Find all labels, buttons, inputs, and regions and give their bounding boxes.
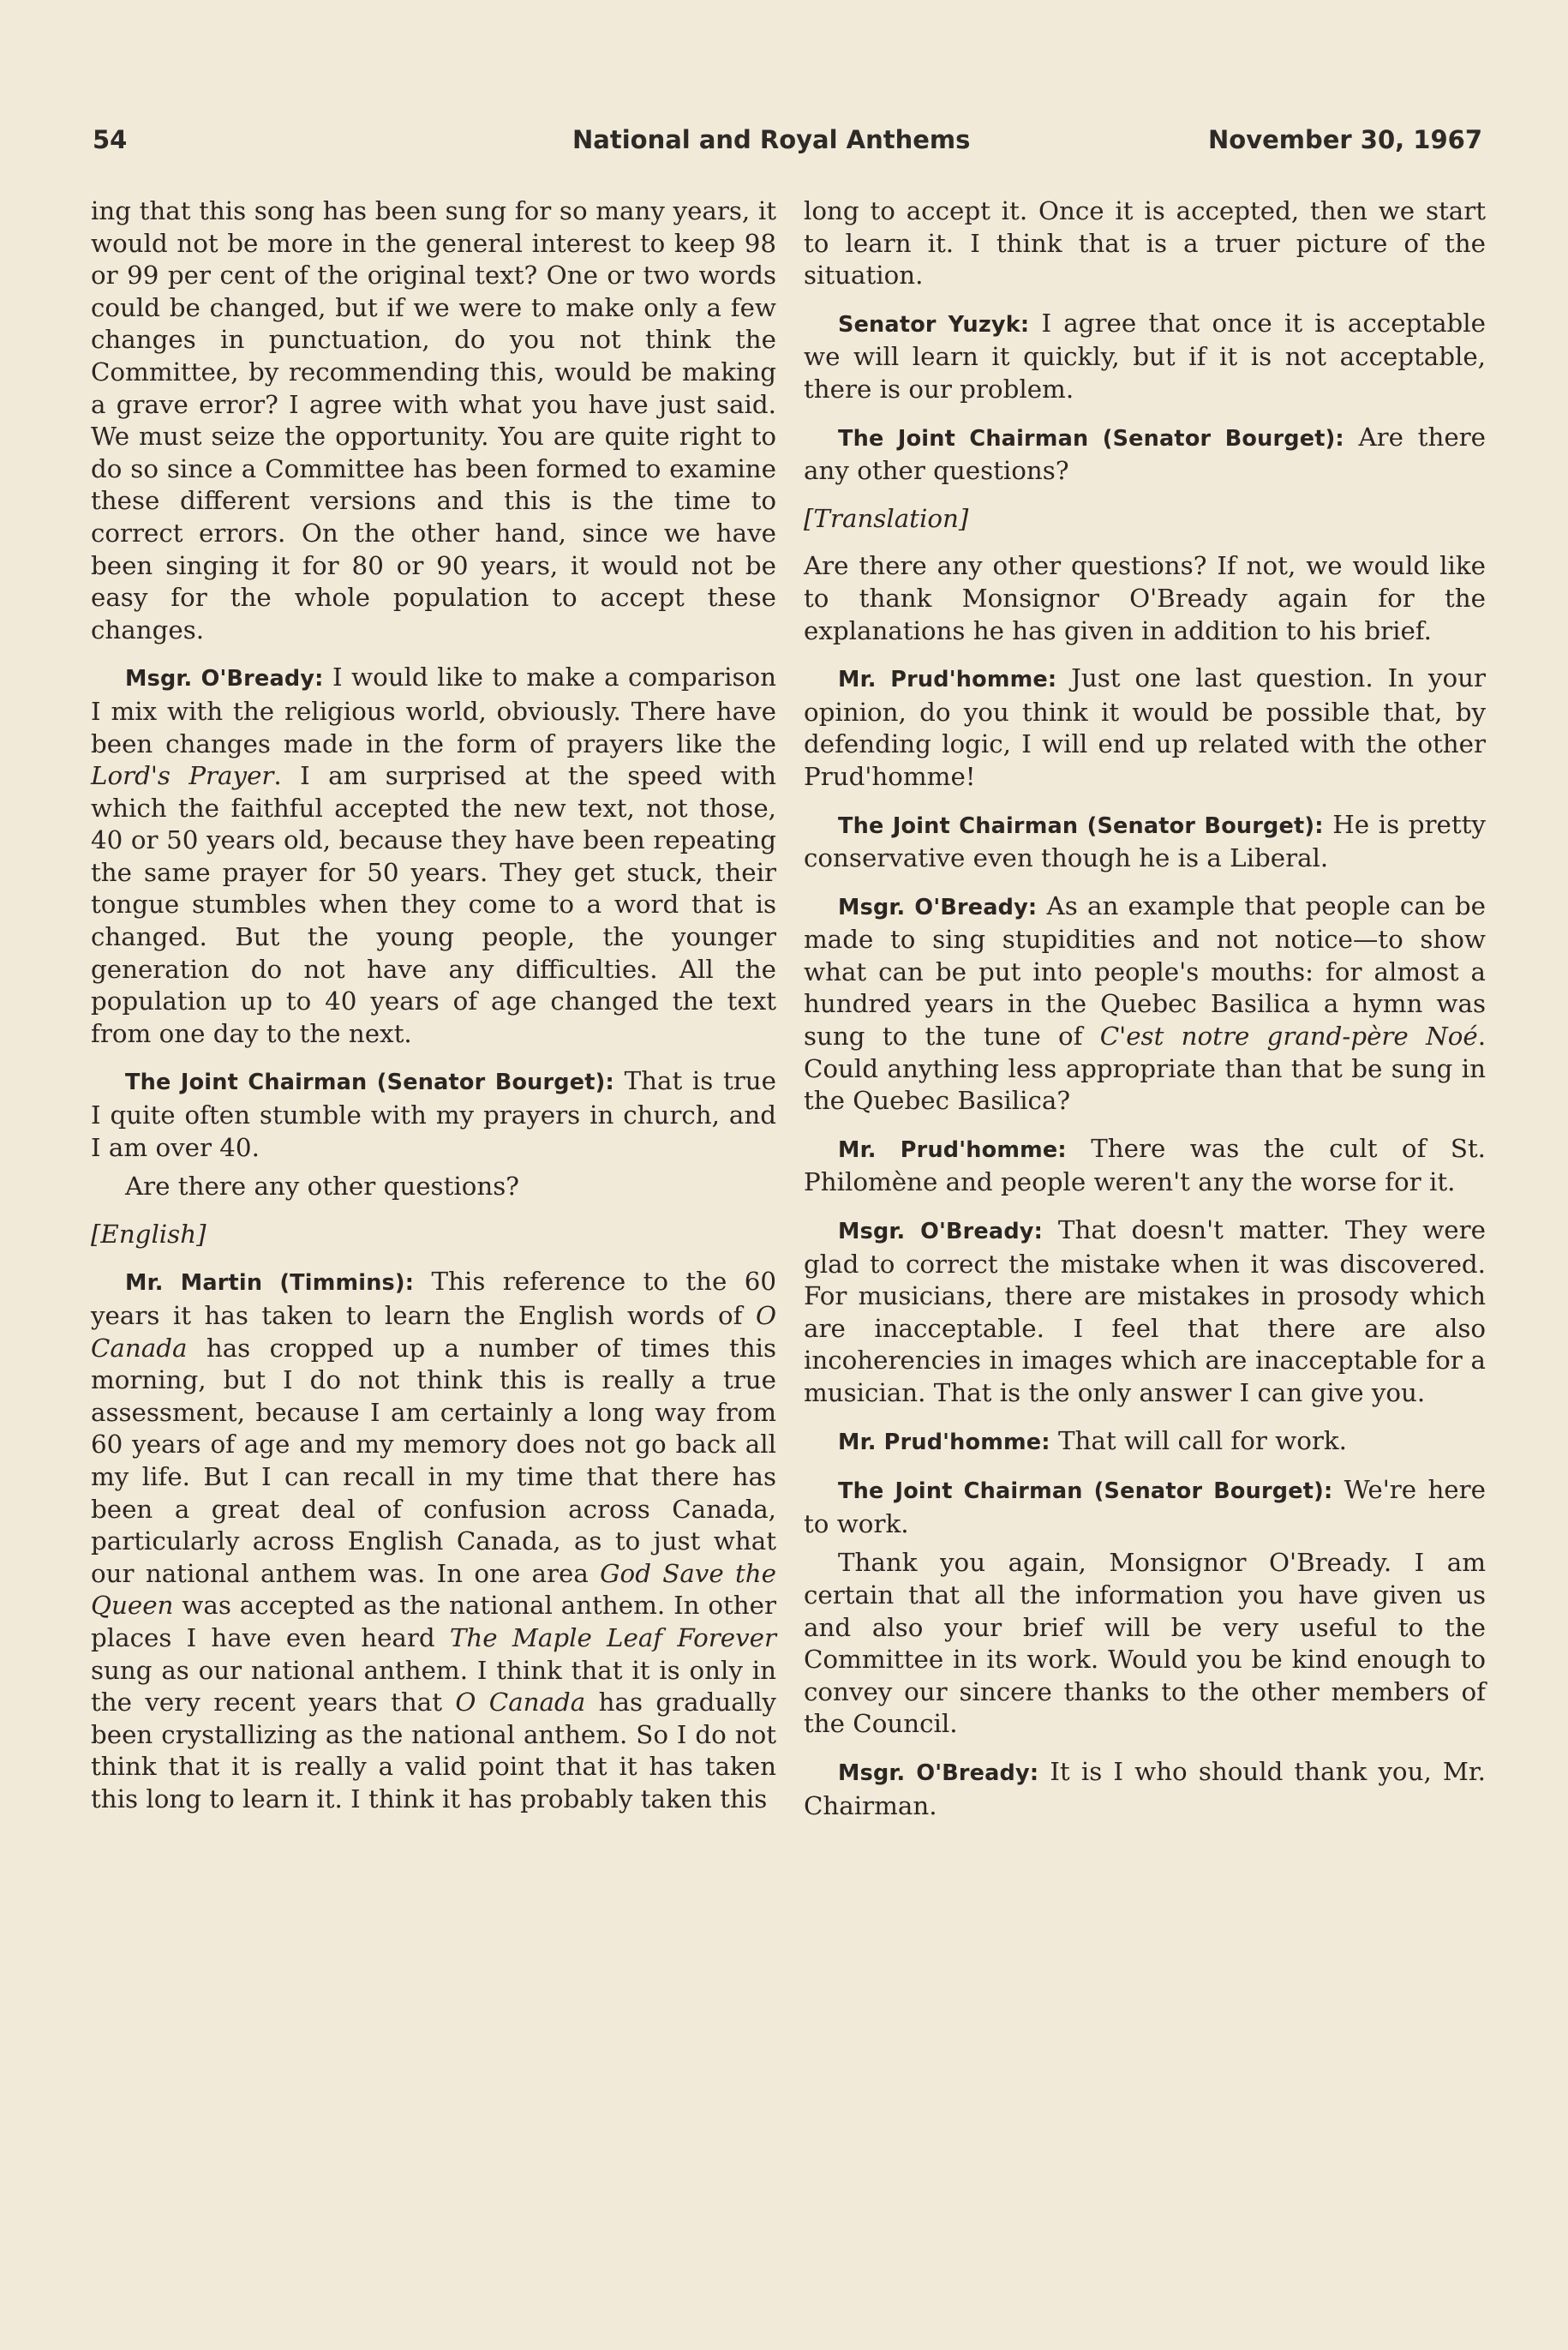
- paragraph-text: Are there any other questions?: [804, 422, 1487, 486]
- paragraph-text: I would like to make a comparison I mix with the religious world, obviously. There have been changes made in the form of prayers like the: [91, 662, 776, 758]
- paragraph: Are there any other questions?: [125, 1172, 519, 1202]
- speaker-name: The Joint Chairman (Senator Bourget):: [125, 1070, 614, 1096]
- paragraph: [804, 1214, 1486, 1410]
- speaker-name: Senator Yuzyk:: [838, 311, 1030, 338]
- paragraph-text: This reference to the 60 years it has taken to learn the English words of: [91, 1267, 777, 1330]
- speaker-name: Msgr. O'Bready:: [838, 894, 1038, 920]
- paragraph: [91, 1266, 776, 1815]
- paragraph-text: . Could anything less appropriate than that be sung in the Quebec Basilica?: [804, 1022, 1487, 1116]
- paragraph: [804, 1474, 1486, 1540]
- italic-title: God Save the Queen: [91, 1558, 777, 1621]
- italic-title: The Maple Leaf Forever: [449, 1622, 776, 1652]
- paragraph: [804, 1133, 1486, 1199]
- paragraph: [804, 662, 1486, 793]
- paragraph: [91, 1065, 776, 1164]
- paragraph-text: That will call for work.: [1050, 1425, 1347, 1455]
- paragraph-text: Just one last question. In your opinion, do you think it would be possible that, by defending logic, I will end up related with the other Prud'homme!: [804, 663, 1486, 791]
- paragraph-text: It is I who should thank you, Mr. Chairman.: [804, 1756, 1486, 1820]
- paragraph-text: has cropped up a number of times this morning, but I do not think this is really a true assessment, because I am certainly a long way from 60 years of age and my memory does not go back all my life. But I can recall in my time that there has been a great deal of confusion across Canada, particularly across English Canada, as to just what our national anthem was. In one area: [91, 1333, 776, 1588]
- paragraph: [804, 1756, 1486, 1822]
- italic-title: Lord's Prayer: [91, 761, 274, 791]
- paragraph: Thank you again, Monsignor O'Bready. I am certain that all the information you have given us and also your brief will be very useful to the Committee in its work. Would you be kind enough to convey our sincere thanks to the other members of the Council.: [804, 1548, 1486, 1739]
- paragraph-text: . I am surprised at the speed with which the faithful accepted the new text, not those, 40 or 50 years old, because they have been repeating the same prayer for 50 years. They get stuck, their tongue stumbles when they come to a word that is changed. But the young people, the younger generation do not have any difficulties. All the population up to 40 years of age changed the text from one day to the next.: [91, 761, 776, 1048]
- paragraph-text: has gradually been crystallizing as the national anthem. So I do not think that it is really a valid point that it has taken this long to learn it. I think it has probably taken this: [91, 1688, 776, 1813]
- speaker-name: Msgr. O'Bready:: [838, 1219, 1043, 1245]
- paragraph: [804, 308, 1486, 406]
- paragraph: [804, 809, 1486, 875]
- paragraph-text: He is pretty conservative even though he is a Liberal.: [804, 809, 1486, 873]
- paragraph: [804, 422, 1486, 488]
- paragraph: [804, 890, 1486, 1118]
- left-column: [91, 195, 776, 1831]
- italic-title: O Canada: [91, 1301, 776, 1363]
- paragraph-text: We're here to work.: [804, 1475, 1486, 1538]
- right-column: [804, 195, 1486, 1837]
- running-date: November 30, 1967: [1208, 125, 1482, 154]
- speaker-name: Msgr. O'Bready:: [125, 666, 324, 692]
- speaker-name: Mr. Prud'homme:: [838, 667, 1057, 693]
- speaker-name: The Joint Chairman (Senator Bourget):: [838, 812, 1324, 839]
- speaker-name: The Joint Chairman (Senator Bourget):: [838, 425, 1344, 452]
- speaker-name: The Joint Chairman (Senator Bourget):: [838, 1478, 1333, 1505]
- speaker-name: Mr. Martin (Timmins):: [125, 1270, 415, 1297]
- speaker-name: Mr. Prud'homme:: [838, 1136, 1067, 1163]
- paragraph: ing that this song has been sung for so many years, it would not be more in the general interest to keep 98 or 99 per cent of the original text? One or two words could be changed, but if we were to make only a few changes in punctuation, do you not think the Committee, by recommending this, would be making a grave error? I agree with what you have just said. We must seize the opportunity. You are quite right to do so since a Committee has been formed to examine these different versions and this is the time to correct errors. On the other hand, since we have been singing it for 80 or 90 years, it would not be easy for the whole population to accept these changes.: [91, 196, 776, 644]
- paragraph-text: I agree that once it is acceptable we will learn it quickly, but if it is not acceptable, there is our problem.: [804, 308, 1487, 404]
- paragraph-text: sung as our national anthem. I think that it is only in the very recent years that: [91, 1655, 776, 1718]
- language-note: [English]: [91, 1219, 206, 1249]
- speaker-name: Mr. Prud'homme:: [838, 1429, 1050, 1455]
- paragraph-text: There was the cult of St. Philomène and people weren't any the worse for it.: [804, 1133, 1486, 1197]
- italic-title: O Canada: [455, 1688, 586, 1718]
- paragraph-text: That doesn't matter. They were glad to correct the mistake when it was discovered. For musicians, there are mistakes in prosody which are inacceptable. I feel that there are also incoherencies in images which are inacceptable for a musician. That is the only answer I can give you.: [804, 1215, 1486, 1407]
- language-note: [Translation]: [804, 503, 969, 533]
- running-head: [93, 125, 1482, 166]
- paragraph-text: As an example that people can be made to sing stupidities and not notice—to show what can be put into people's mouths: for almost a hundred years in the Quebec Basilica a hymn was sung to the tune of: [804, 890, 1486, 1052]
- paragraph: long to accept it. Once it is accepted, then we start to learn it. I think that is a truer picture of the situation.: [804, 196, 1486, 291]
- speaker-name: Msgr. O'Bready:: [838, 1760, 1039, 1786]
- paragraph-text: That is true I quite often stumble with my prayers in church, and I am over 40.: [91, 1066, 777, 1162]
- page-number: 54: [93, 125, 128, 154]
- paragraph: [91, 662, 776, 1050]
- paragraph: Are there any other questions? If not, we would like to thank Monsignor O'Bready again for the explanations he has given in addition to his brief.: [804, 551, 1486, 645]
- paragraph: [804, 1425, 1486, 1460]
- running-title: National and Royal Anthems: [572, 125, 971, 154]
- paragraph-text: was accepted as the national anthem. In other places I have even heard: [91, 1591, 776, 1652]
- italic-title: C'est notre grand-père Noé: [1099, 1022, 1478, 1052]
